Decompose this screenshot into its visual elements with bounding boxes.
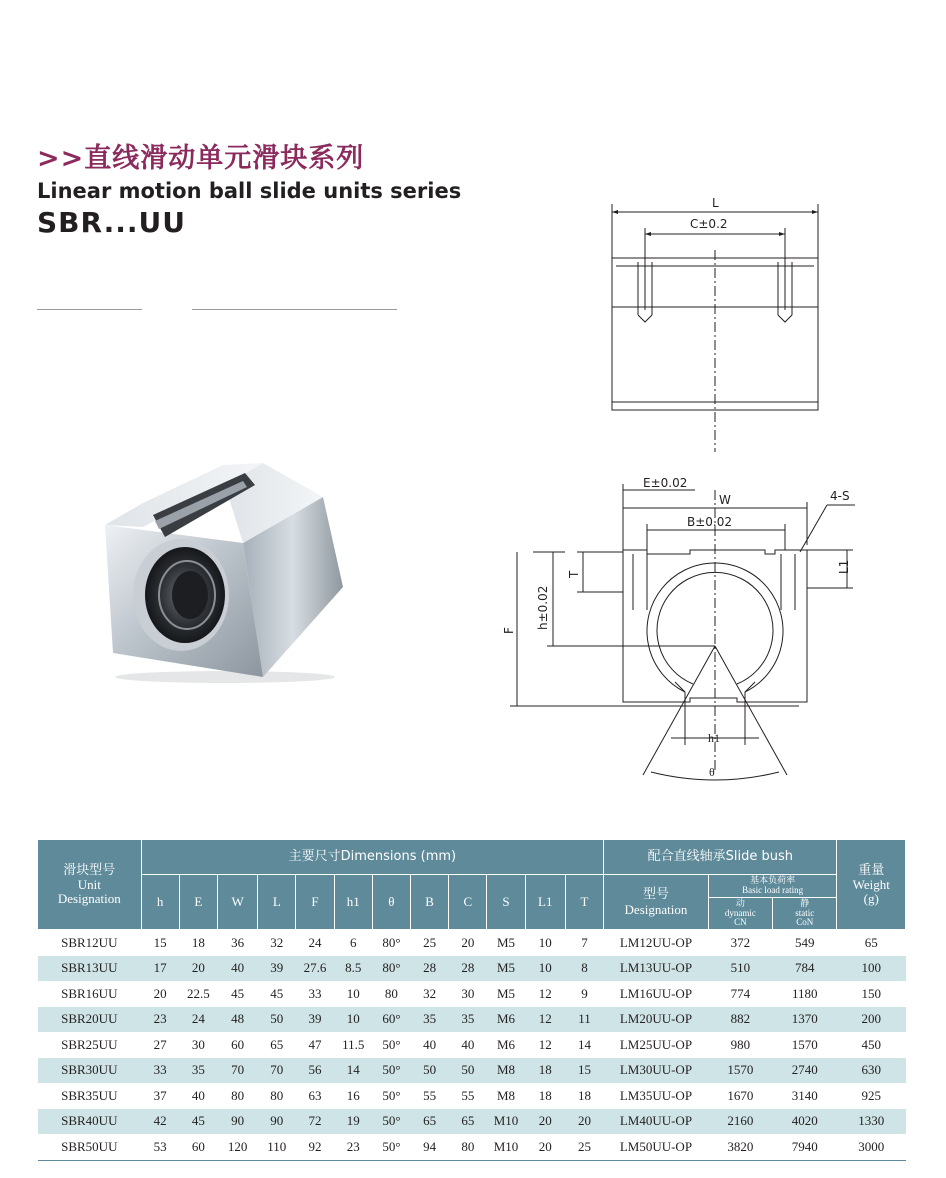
table-cell: 45 <box>179 1109 217 1135</box>
table-cell: 55 <box>423 1087 437 1103</box>
bush-designation-header <box>604 875 709 930</box>
table-cell: 7940 <box>773 1134 837 1160</box>
table-cell: 20 <box>525 1109 565 1135</box>
unit-header-en-2: Designation <box>57 891 121 907</box>
table-row <box>38 1109 906 1135</box>
table-cell: 1370 <box>773 1007 837 1033</box>
table-cell: 60 <box>231 1036 245 1052</box>
table-cell: M8 <box>487 1058 525 1084</box>
model-series-title: SBR...UU <box>37 206 186 239</box>
static-en: static <box>795 908 815 918</box>
product-image <box>95 455 355 685</box>
dynamic-cn: 动 <box>735 899 745 909</box>
table-cell: 11 <box>565 1007 603 1033</box>
dynamic-en: dynamic <box>724 908 756 918</box>
table-cell: 4020 <box>773 1109 837 1135</box>
table-cell: 72 <box>296 1109 334 1135</box>
dimensions-header: 主要尺寸Dimensions (mm) <box>141 840 604 875</box>
table-cell: 80 <box>449 1134 487 1160</box>
table-cell: SBR13UU <box>38 956 142 982</box>
table-cell: 14 <box>334 1058 372 1084</box>
dim-label-L1: L1 <box>837 559 851 574</box>
table-cell: 150 <box>861 985 881 1001</box>
table-row <box>38 1032 906 1058</box>
table-cell: 980 <box>730 1036 751 1052</box>
table-cell: 90 <box>258 1109 296 1135</box>
table-cell: 784 <box>773 956 837 982</box>
table-cell: 27.6 <box>296 956 334 982</box>
table-cell: 50° <box>382 1087 401 1103</box>
table-cell: 3140 <box>791 1087 818 1103</box>
table-cell: 630 <box>837 1058 906 1084</box>
table-cell: 47 <box>308 1036 322 1052</box>
table-cell: 27 <box>153 1036 167 1052</box>
load-rating-cn: 基本负荷率 <box>750 876 796 886</box>
table-cell: 80 <box>231 1087 245 1103</box>
col-header-h: h <box>141 875 179 930</box>
dim-label-theta: θ <box>709 765 715 779</box>
col-header-L: L <box>258 875 296 930</box>
table-cell: 40 <box>461 1036 475 1052</box>
table-cell: 19 <box>334 1109 372 1135</box>
table-cell: 39 <box>258 956 296 982</box>
table-cell: 35 <box>449 1007 487 1033</box>
table-cell: 110 <box>258 1134 296 1160</box>
unit-header-cn: 滑块型号 <box>63 862 116 878</box>
divider-line-left <box>37 309 142 310</box>
table-cell: 65 <box>449 1109 487 1135</box>
table-cell: 1570 <box>791 1036 818 1052</box>
table-cell: LM30UU-OP <box>604 1058 709 1084</box>
table-cell: 50° <box>372 1134 410 1160</box>
table-cell: 1330 <box>837 1109 906 1135</box>
table-cell: 24 <box>308 934 322 950</box>
table-cell: 12 <box>525 1007 565 1033</box>
table-cell: 45 <box>231 985 245 1001</box>
table-cell: 15 <box>565 1058 603 1084</box>
dim-label-T: T <box>567 570 581 578</box>
table-cell: 18 <box>538 1087 552 1103</box>
unit-header-en-1: Unit <box>77 876 101 892</box>
table-cell: 25 <box>565 1134 603 1160</box>
table-cell: 20 <box>525 1134 565 1160</box>
table-cell: 30 <box>461 985 475 1001</box>
table-cell: 12 <box>538 1036 552 1052</box>
dim-label-B: B±0.02 <box>687 515 733 529</box>
table-cell: 48 <box>217 1007 257 1033</box>
dim-label-S: 4-S <box>830 489 850 503</box>
table-cell: 50° <box>382 1036 401 1052</box>
table-cell: 9 <box>581 985 588 1001</box>
table-cell: 17 <box>141 956 179 982</box>
load-rating-header <box>708 875 837 930</box>
table-cell: 60° <box>372 1007 410 1033</box>
table-cell: M5 <box>496 985 516 1001</box>
table-cell: 28 <box>411 956 449 982</box>
dim-label-L: L <box>712 196 719 210</box>
table-cell: 925 <box>861 1087 881 1103</box>
dim-label-h1: h1 <box>708 731 720 745</box>
table-cell: 32 <box>423 985 437 1001</box>
table-cell: 30 <box>191 1036 205 1052</box>
table-cell: 92 <box>296 1134 334 1160</box>
table-cell: 15 <box>153 934 167 950</box>
table-cell: 65 <box>411 1109 449 1135</box>
table-cell: 35 <box>411 1007 449 1033</box>
table-cell: 6 <box>349 934 357 950</box>
dim-label-F: F <box>502 627 516 634</box>
table-cell: 10 <box>334 1007 372 1033</box>
dim-label-E: E±0.02 <box>643 476 688 490</box>
table-cell: 200 <box>837 1007 906 1033</box>
table-cell: 70 <box>217 1058 257 1084</box>
table-cell: 18 <box>191 934 205 950</box>
table-cell: 20 <box>565 1109 603 1135</box>
table-cell: LM20UU-OP <box>604 1007 709 1033</box>
table-cell: M8 <box>496 1087 516 1103</box>
page-title-english: Linear motion ball slide units series <box>37 179 462 203</box>
static-cn: 静 <box>800 899 810 909</box>
table-cell: 1570 <box>708 1058 772 1084</box>
weight-header-en: Weight <box>852 876 890 892</box>
table-cell: 25 <box>423 934 437 950</box>
table-cell: 11.5 <box>342 1036 365 1052</box>
table-cell: 22.5 <box>187 985 210 1001</box>
table-cell: 80° <box>372 956 410 982</box>
table-cell: 549 <box>795 934 815 950</box>
table-cell: 39 <box>296 1007 334 1033</box>
table-cell: 12 <box>538 985 552 1001</box>
table-cell: 24 <box>179 1007 217 1033</box>
table-cell: 94 <box>411 1134 449 1160</box>
table-cell: 65 <box>270 1036 284 1052</box>
page-title-chinese: >>直线滑动单元滑块系列 <box>37 143 365 174</box>
table-cell: 40 <box>423 1036 437 1052</box>
table-row <box>38 1134 906 1160</box>
table-cell: 33 <box>141 1058 179 1084</box>
col-header-F: F <box>296 875 334 930</box>
dim-label-C: C±0.2 <box>690 217 728 231</box>
col-header-C: C <box>449 875 487 930</box>
dim-label-h: h±0.02 <box>536 585 550 630</box>
table-cell: 774 <box>730 985 751 1001</box>
table-cell: M5 <box>487 956 525 982</box>
table-cell: 45 <box>270 985 284 1001</box>
table-cell: LM16UU-OP <box>619 985 693 1001</box>
table-cell: M10 <box>487 1134 525 1160</box>
table-cell: LM50UU-OP <box>604 1134 709 1160</box>
table-cell: 33 <box>308 985 322 1001</box>
table-cell: 42 <box>141 1109 179 1135</box>
table-cell: 16 <box>346 1087 360 1103</box>
table-cell: 1180 <box>792 985 818 1001</box>
col-header-h1: h1 <box>334 875 372 930</box>
table-cell: SBR25UU <box>61 1036 118 1052</box>
table-cell: 372 <box>730 934 751 950</box>
table-cell: 20 <box>153 985 167 1001</box>
specification-table <box>37 839 906 1161</box>
table-row <box>38 956 906 982</box>
table-row <box>38 1058 906 1084</box>
table-cell: 50 <box>449 1058 487 1084</box>
table-cell: LM12UU-OP <box>619 934 693 950</box>
table-cell: 55 <box>461 1087 475 1103</box>
table-cell: 60 <box>179 1134 217 1160</box>
table-cell: 90 <box>217 1109 257 1135</box>
table-cell: 80 <box>270 1087 284 1103</box>
table-cell: 35 <box>179 1058 217 1084</box>
table-row <box>38 981 906 1007</box>
table-cell: 37 <box>153 1087 167 1103</box>
bush-designation-cn: 型号 <box>642 887 669 903</box>
table-cell: M6 <box>487 1007 525 1033</box>
divider-line-right <box>192 309 397 310</box>
table-cell: 3820 <box>708 1134 772 1160</box>
table-cell: SBR40UU <box>38 1109 142 1135</box>
table-cell: 50 <box>411 1058 449 1084</box>
table-cell: LM40UU-OP <box>604 1109 709 1135</box>
table-cell: 882 <box>708 1007 772 1033</box>
table-cell: LM25UU-OP <box>619 1036 693 1052</box>
static-symbol: CoN <box>796 917 814 927</box>
table-cell: 8 <box>565 956 603 982</box>
table-cell: 18 <box>525 1058 565 1084</box>
table-cell: 10 <box>346 985 360 1001</box>
table-cell: 450 <box>861 1036 881 1052</box>
table-cell: 510 <box>708 956 772 982</box>
table-cell: 8.5 <box>334 956 372 982</box>
table-row <box>38 1007 906 1033</box>
table-cell: 63 <box>308 1087 322 1103</box>
table-cell: M5 <box>496 934 516 950</box>
table-cell: 10 <box>525 956 565 982</box>
load-rating-en: Basic load rating <box>742 885 804 895</box>
weight-header-cn: 重量 <box>858 862 885 878</box>
table-cell: 120 <box>217 1134 257 1160</box>
dim-label-W: W <box>719 493 731 507</box>
table-cell: 23 <box>141 1007 179 1033</box>
table-cell: 80 <box>384 985 398 1001</box>
specification-table-body <box>38 930 906 1161</box>
table-cell: 40 <box>217 956 257 982</box>
table-cell: 32 <box>270 934 284 950</box>
table-row <box>38 1083 906 1109</box>
table-cell: 2160 <box>708 1109 772 1135</box>
table-cell: M6 <box>496 1036 516 1052</box>
table-cell: 3000 <box>837 1134 906 1160</box>
table-cell: 70 <box>258 1058 296 1084</box>
table-cell: 14 <box>578 1036 591 1052</box>
table-row <box>38 930 906 956</box>
table-cell: 80° <box>382 934 401 950</box>
table-cell: 40 <box>191 1087 205 1103</box>
table-cell: 36 <box>231 934 245 950</box>
bush-designation-en: Designation <box>624 901 688 917</box>
table-cell: 1670 <box>727 1087 754 1103</box>
dynamic-symbol: CN <box>734 917 747 927</box>
slide-bush-header: 配合直线轴承Slide bush <box>604 840 837 875</box>
unit-designation-header <box>38 840 142 930</box>
table-cell: 7 <box>581 934 588 950</box>
table-cell: 10 <box>538 934 552 950</box>
table-cell: SBR20UU <box>38 1007 142 1033</box>
col-header-S: S <box>487 875 525 930</box>
table-cell: SBR50UU <box>38 1134 142 1160</box>
table-cell: LM13UU-OP <box>604 956 709 982</box>
col-header-W: W <box>217 875 257 930</box>
table-cell: 18 <box>578 1087 591 1103</box>
table-cell: 50° <box>372 1058 410 1084</box>
table-cell: SBR30UU <box>38 1058 142 1084</box>
drawing-section-view <box>502 470 875 790</box>
table-cell: 100 <box>837 956 906 982</box>
table-cell: 28 <box>449 956 487 982</box>
table-cell: 23 <box>334 1134 372 1160</box>
table-cell: LM35UU-OP <box>619 1087 693 1103</box>
table-cell: SBR16UU <box>61 985 118 1001</box>
table-cell: 2740 <box>773 1058 837 1084</box>
table-cell: 20 <box>179 956 217 982</box>
col-header-L1: L1 <box>525 875 565 930</box>
col-header-E: E <box>179 875 217 930</box>
table-cell: 20 <box>461 934 475 950</box>
table-cell: 50° <box>372 1109 410 1135</box>
table-cell: SBR35UU <box>61 1087 118 1103</box>
table-cell: SBR12UU <box>61 934 118 950</box>
table-cell: 56 <box>296 1058 334 1084</box>
weight-header <box>837 840 906 930</box>
weight-header-unit: (g) <box>863 891 879 907</box>
table-cell: 65 <box>864 934 878 950</box>
col-header-T: T <box>565 875 603 930</box>
col-header-theta: θ <box>372 875 410 930</box>
table-cell: 50 <box>258 1007 296 1033</box>
table-cell: M10 <box>487 1109 525 1135</box>
drawing-top-view <box>600 190 840 460</box>
table-cell: 53 <box>141 1134 179 1160</box>
col-header-B: B <box>411 875 449 930</box>
